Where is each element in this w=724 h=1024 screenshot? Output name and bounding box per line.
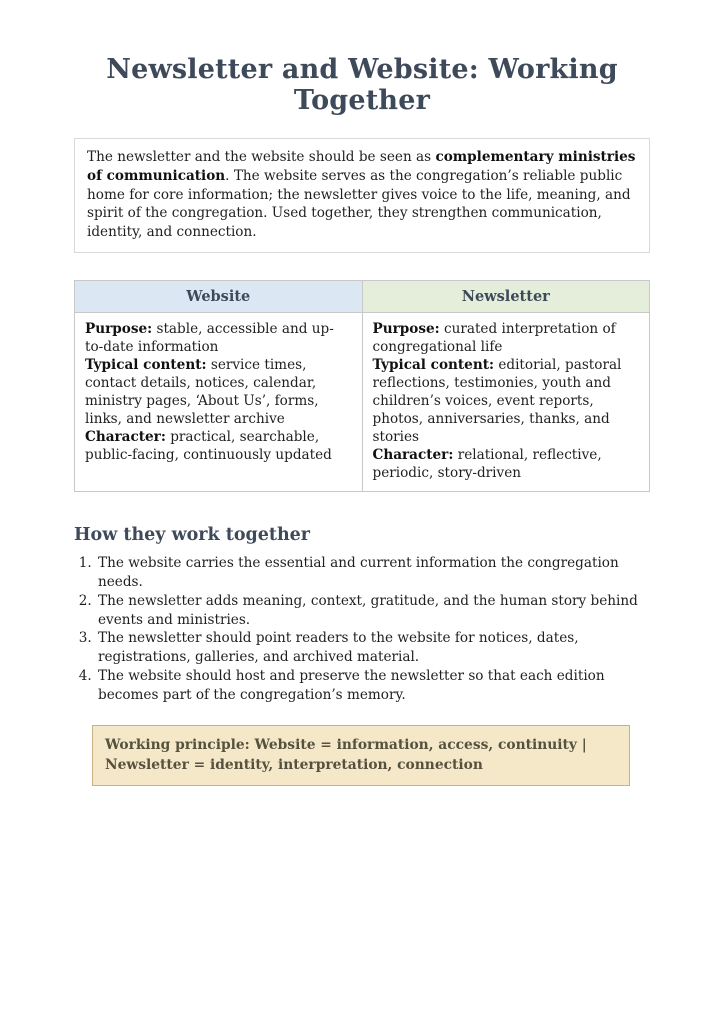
newsletter-purpose-label: Purpose: bbox=[372, 320, 440, 337]
intro-text-emphasis: complementary ministries of communication bbox=[87, 149, 636, 184]
table-header-website: Website bbox=[75, 280, 363, 312]
newsletter-content-label: Typical content: bbox=[372, 356, 495, 373]
newsletter-character-label: Character: bbox=[372, 447, 454, 464]
page-title: Newsletter and Website: Working Together bbox=[106, 54, 618, 116]
website-purpose-text: stable, accessible and up-to-date information bbox=[85, 320, 334, 355]
newsletter-character-text: relational, reflective, periodic, story-driven bbox=[372, 447, 602, 482]
website-cell bbox=[75, 312, 363, 492]
website-content-text: service times, contact details, notices, calendar, ministry pages, ‘About Us’, forms, links, and newsletter archive bbox=[85, 356, 319, 428]
working-principle-callout: Working principle: Website = information, access, continuity | Newsletter = identity, interpretation, connection bbox=[92, 725, 630, 786]
website-purpose-entry bbox=[85, 320, 352, 356]
website-content-label: Typical content: bbox=[85, 356, 207, 373]
comparison-table bbox=[74, 280, 650, 493]
intro-text-rest: . The website serves as the congregation’s reliable public home for core information; the newsletter gives voice to the life, meaning, and spirit of the congregation. Used together, they strengthen communication, identity, and connection. bbox=[87, 167, 631, 240]
website-character-label: Character: bbox=[85, 429, 166, 446]
website-content-entry bbox=[85, 356, 352, 428]
intro-summary-box bbox=[74, 138, 650, 253]
how-they-work-list bbox=[74, 554, 650, 704]
list-item: 1. The website carries the essential and current information the congregation needs. bbox=[96, 554, 650, 592]
list-item: 2. The newsletter adds meaning, context, gratitude, and the human story behind events and ministries. bbox=[96, 592, 650, 630]
website-character-text: practical, searchable, public-facing, continuously updated bbox=[85, 429, 332, 464]
website-character-entry bbox=[85, 428, 352, 464]
list-item: 4. The website should host and preserve the newsletter so that each edition becomes part of the congregation’s memory. bbox=[96, 667, 650, 705]
intro-text-lead: The newsletter and the website should be seen as bbox=[87, 149, 436, 165]
website-purpose-label: Purpose: bbox=[85, 320, 153, 337]
newsletter-purpose-entry bbox=[373, 320, 640, 356]
newsletter-purpose-text: curated interpretation of congregational life bbox=[372, 320, 616, 355]
newsletter-cell bbox=[362, 312, 650, 492]
table-body-row bbox=[75, 312, 650, 492]
how-they-work-heading: How they work together bbox=[74, 525, 311, 546]
newsletter-content-text: editorial, pastoral reflections, testimonies, youth and children’s voices, event reports, photos, anniversaries, thanks, and stories bbox=[372, 356, 622, 446]
table-header-row bbox=[75, 280, 650, 312]
newsletter-content-entry bbox=[373, 356, 640, 446]
table-header-newsletter: Newsletter bbox=[362, 280, 650, 312]
newsletter-character-entry bbox=[373, 446, 640, 482]
list-item: 3. The newsletter should point readers to the website for notices, dates, registrations, galleries, and archived material. bbox=[96, 629, 650, 667]
